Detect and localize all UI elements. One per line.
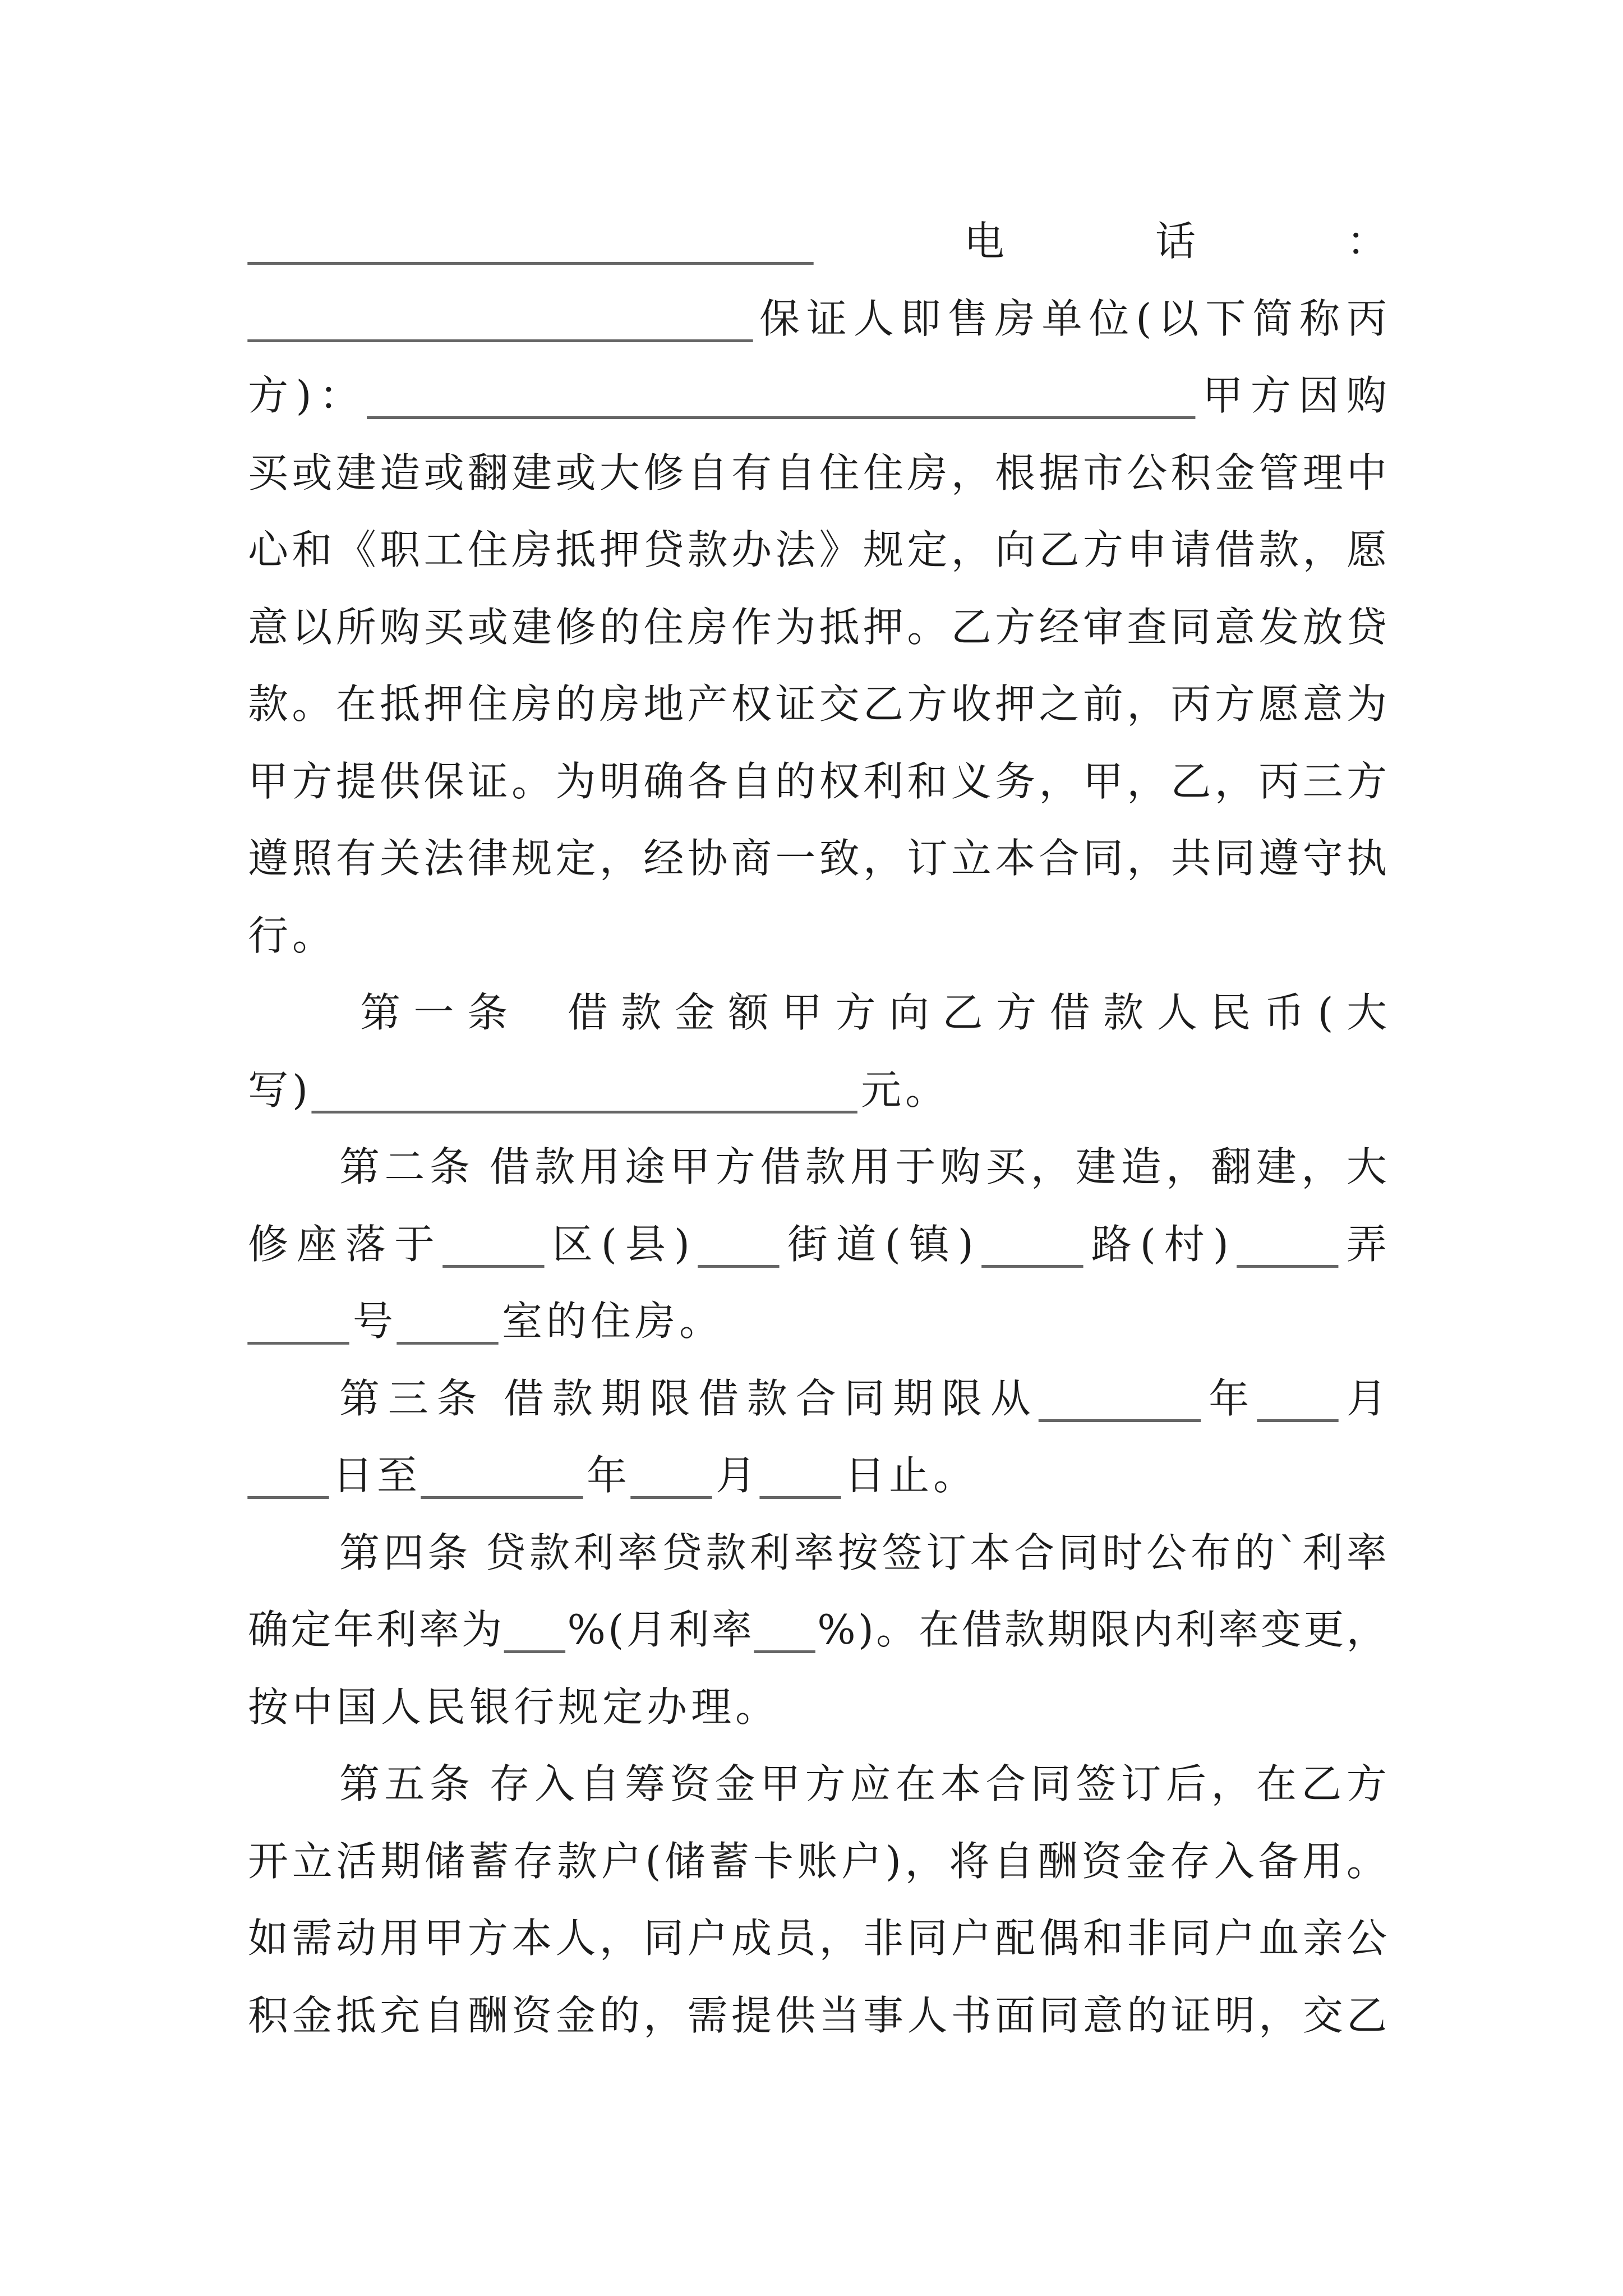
text-line: 遵 照 有 关 法 律 规 定 ， 经 协 商 一 致 ， 订 立 本 合 同 ， 共 同 遵 守 执 [248,835,1387,882]
blank-field: ____________________________ [248,218,813,265]
paragraph-parties-and-purpose [248,201,1387,972]
blank-field: ____ [631,1452,712,1499]
text-line: ____ 日 至 ________ 年 ____ 月 ____ 日 止 。 [248,1452,974,1499]
text-line: _____ 号 _____ 室 的 住 房 。 [248,1297,720,1345]
article-heading-line: 第 四 条 贷 款 利 率 贷 款 利 率 按 签 订 本 合 同 时 公 布 的 ` 利 率 [339,1529,1387,1576]
text-line: 积 金 抵 充 自 酬 资 金 的 ， 需 提 供 当 事 人 书 面 同 意 的 证 明 ， 交 乙 [248,1991,1387,2039]
text-line: 修 座 落 于 _____ 区 ( 县 ) ____ 街 道 ( 镇 ) _____ 路 ( 村 ) _____ 弄 [248,1220,1387,1268]
blank-field: _____ [981,1220,1083,1268]
blank-field: ___ [754,1606,815,1653]
text-line: _________________________ 保 证 人 即 售 房 单 位 ( 以 下 简 称 丙 [248,295,1387,342]
text-line: 写 ) ___________________________ 元 。 [248,1066,946,1114]
text-line: 行 。 [248,912,333,959]
text-line: 款 。 在 抵 押 住 房 的 房 地 产 权 证 交 乙 方 收 押 之 前 ， 丙 方 愿 意 为 [248,680,1387,728]
blank-field: _____ [1237,1220,1338,1268]
text-line: 确 定 年 利 率 为 ___ % ( 月 利 率 ___ % ) 。 在 借 款 期 限 内 利 率 变 更 ， [248,1606,1387,1653]
blank-field: ____ [1257,1374,1338,1422]
text-line: 心 和 《 职 工 住 房 抵 押 贷 款 办 法 》 规 定 ， 向 乙 方 申 请 借 款 ， 愿 [248,526,1387,573]
text-line: 买 或 建 造 或 翻 建 或 大 修 自 有 自 住 住 房 ， 根 据 市 公 积 金 管 理 中 [248,449,1387,496]
blank-field: ____ [248,1452,329,1499]
blank-field: ___________________________ [312,1066,857,1114]
text-line: 按 中 国 人 民 银 行 规 定 办 理 。 [248,1683,776,1731]
blank-field: _________________________ [248,295,753,342]
article-heading-line: 第 三 条 借 款 期 限 借 款 合 同 期 限 从 ________ 年 ____ 月 [339,1374,1387,1422]
blank-field: ____ [760,1452,841,1499]
article-3-loan-term [248,1358,1387,1512]
blank-field: _____ [397,1297,499,1345]
text-line: 开 立 活 期 储 蓄 存 款 户 ( 储 蓄 卡 账 户 ) ， 将 自 酬 资 金 存 入 备 用 。 [248,1837,1387,1885]
blank-field: ________ [421,1452,583,1499]
blank-field: ____ [698,1220,779,1268]
text-line: 意 以 所 购 买 或 建 修 的 住 房 作 为 抵 押 。 乙 方 经 审 查 同 意 发 放 贷 [248,603,1387,651]
article-1-loan-amount [248,972,1387,1126]
blank-field: _________________________________________ [367,372,1195,419]
text-line: ____________________________ 电 话 ： [248,218,1387,265]
article-2-loan-purpose [248,1126,1387,1358]
article-5-self-raised-funds [248,1743,1387,2052]
blank-field: ___ [504,1606,565,1653]
blank-field: _____ [248,1297,349,1345]
text-line: 方 ) ： _________________________________________ 甲 方 因 购 [248,372,1387,419]
text-line: 如 需 动 用 甲 方 本 人 ， 同 户 成 员 ， 非 同 户 配 偶 和 非 同 户 血 亲 公 [248,1915,1387,1962]
article-heading-line: 第 二 条 借 款 用 途 甲 方 借 款 用 于 购 买 ， 建 造 ， 翻 建 ， 大 [339,1143,1387,1190]
blank-field: ________ [1039,1374,1201,1422]
document-body [248,201,1387,2052]
blank-field: _____ [442,1220,544,1268]
article-heading-line: 第 五 条 存 入 自 筹 资 金 甲 方 应 在 本 合 同 签 订 后 ， 在 乙 方 [339,1760,1387,1807]
article-4-interest-rate [248,1512,1387,1744]
article-heading-line: 第 一 条 借 款 金 额 甲 方 向 乙 方 借 款 人 民 币 ( 大 [360,989,1387,1036]
text-line: 甲 方 提 供 保 证 。 为 明 确 各 自 的 权 利 和 义 务 ， 甲 ， 乙 ， 丙 三 方 [248,757,1387,805]
